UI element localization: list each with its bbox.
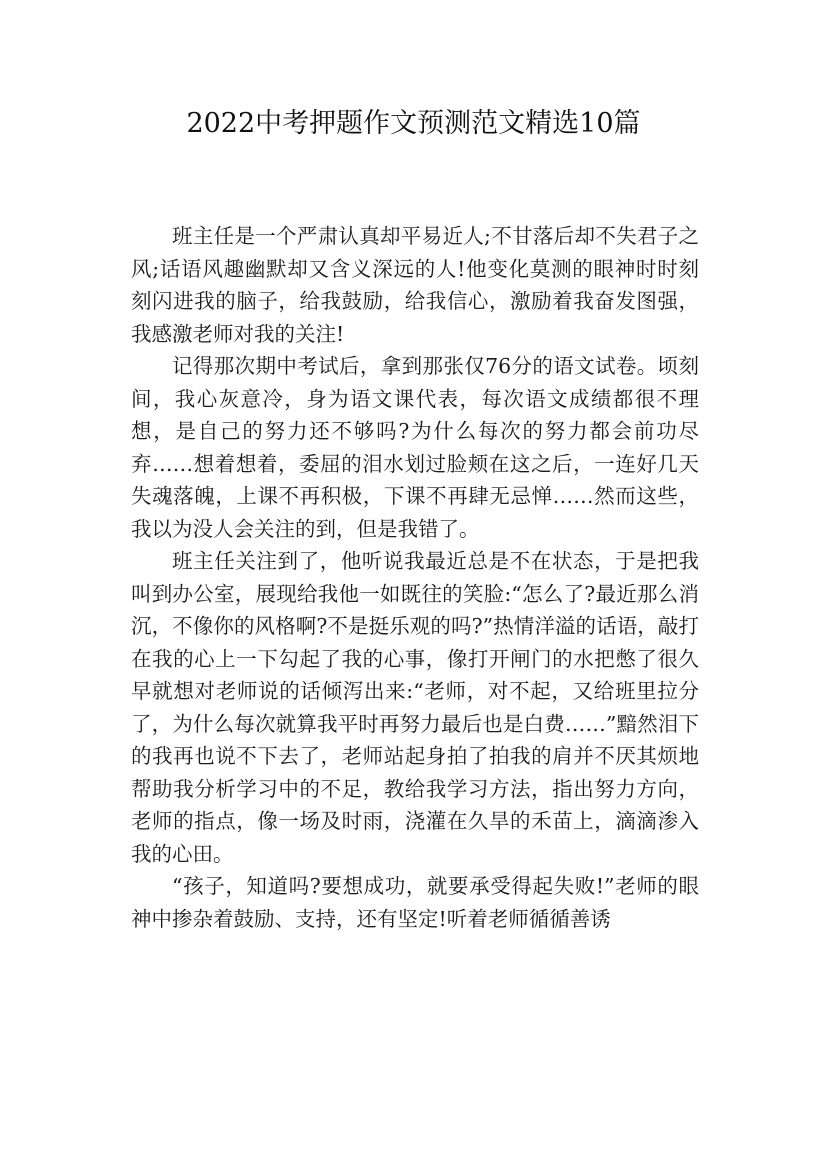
paragraph-2: 记得那次期中考试后，拿到那张仅76分的语文试卷。顷刻间，我心灰意冷，身为语文课代表，每次语文成绩都很不理想，是自己的努力还不够吗?为什么每次的努力都会前功尽弃……想着想着，委屈的泪水划过脸颊在这之后，一连好几天失魂落魄，上课不再积极，下课不再肆无忌惮……然而这些，我以为没人会关注的到，但是我错了。 (131, 354, 699, 541)
paragraph-4: “孩子，知道吗?要想成功，就要承受得起失败!”老师的眼神中掺杂着鼓励、支持，还有坚定!听着老师循循善诱 (131, 874, 699, 931)
document-title: 2022中考押题作文预测范文精选10篇 (186, 108, 641, 139)
document-body (131, 220, 699, 935)
paragraph-3: 班主任关注到了，他听说我最近总是不在状态，于是把我叫到办公室，展现给我他一如既往的笑脸:“怎么了?最近那么消沉，不像你的风格啊?不是挺乐观的吗?”热情洋溢的话语，敲打在我的心上一下勾起了我的心事，像打开闸门的水把憋了很久早就想对老师说的话倾泻出来:“老师，对不起，又给班里拉分了，为什么每次就算我平时再努力最后也是白费……”黯然泪下的我再也说不下去了，老师站起身拍了拍我的肩并不厌其烦地帮助我分析学习中的不足，教给我学习方法，指出努力方向，老师的指点，像一场及时雨，浇灌在久旱的禾苗上，滴滴渗入我的心田。 (131, 549, 699, 866)
paragraph-1: 班主任是一个严肃认真却平易近人;不甘落后却不失君子之风;话语风趣幽默却又含义深远的人!他变化莫测的眼神时时刻刻闪进我的脑子，给我鼓励，给我信心，激励着我奋发图强，我感激老师对我的关注! (131, 224, 699, 346)
